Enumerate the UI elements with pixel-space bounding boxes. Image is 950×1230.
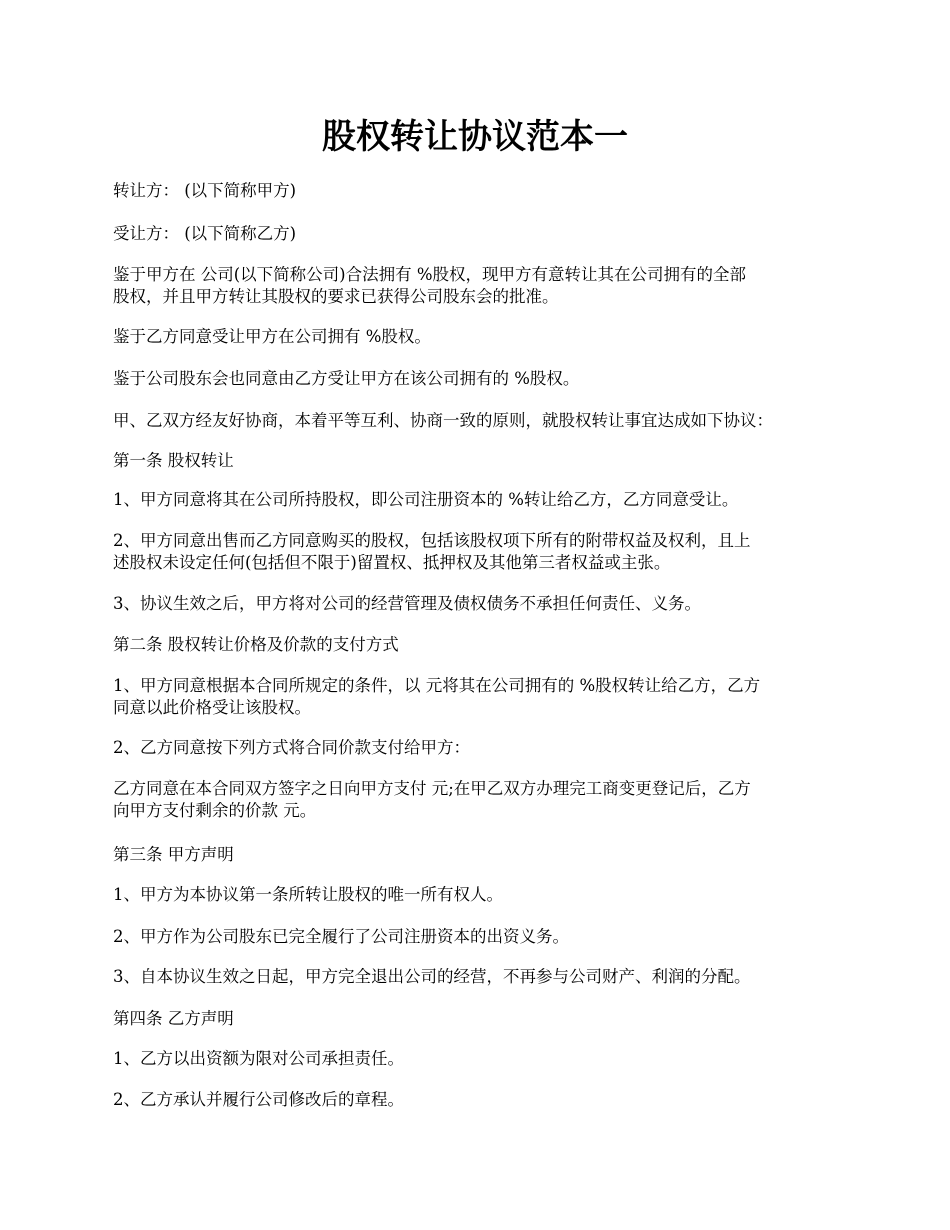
paragraph-line: 1、甲方同意根据本合同所规定的条件，以 元将其在公司拥有的 %股权转让给乙方，乙方	[113, 676, 761, 695]
section-heading-2	[113, 634, 853, 656]
paragraph-recital-2	[113, 326, 853, 348]
paragraph-line: 甲、乙双方经友好协商，本着平等互利、协商一致的原则，就股权转让事宜达成如下协议：	[113, 411, 773, 430]
section-heading-3	[113, 844, 853, 866]
paragraph-line: 2、甲方作为公司股东已完全履行了公司注册资本的出资义务。	[113, 927, 569, 946]
clause-2-2	[113, 737, 853, 759]
paragraph-line: 1、甲方为本协议第一条所转让股权的唯一所有权人。	[113, 885, 503, 904]
paragraph-recital-3	[113, 368, 853, 390]
clause-4-2	[113, 1089, 853, 1111]
clause-1-1	[113, 489, 853, 511]
paragraph-line: 股权，并且甲方转让其股权的要求已获得公司股东会的批准。	[113, 287, 559, 306]
paragraph-line: 2、乙方同意按下列方式将合同价款支付给甲方：	[113, 738, 470, 757]
paragraph-line: 1、乙方以出资额为限对公司承担责任。	[113, 1049, 404, 1068]
paragraph-line: 鉴于公司股东会也同意由乙方受让甲方在该公司拥有的 %股权。	[113, 369, 580, 388]
paragraph-line: 1、甲方同意将其在公司所持股权，即公司注册资本的 %转让给乙方，乙方同意受让。	[113, 490, 739, 509]
paragraph-line: 向甲方支付剩余的价款 元。	[113, 801, 317, 820]
paragraph-line: 乙方同意在本合同双方签字之日向甲方支付 元;在甲乙双方办理完工商变更登记后，乙方	[113, 779, 751, 798]
clause-3-1	[113, 884, 853, 906]
clause-2-1	[113, 675, 853, 719]
clause-1-2	[113, 530, 853, 574]
paragraph-transferee	[113, 223, 853, 245]
paragraph-line: 3、协议生效之后，甲方将对公司的经营管理及债权债务不承担任何责任、义务。	[113, 594, 701, 613]
clause-3-2	[113, 926, 853, 948]
paragraph-line: 受让方： (以下简称乙方)	[113, 224, 297, 243]
paragraph-line: 2、乙方承认并履行公司修改后的章程。	[113, 1090, 404, 1109]
paragraph-transferor	[113, 180, 853, 202]
paragraph-line: 述股权未设定任何(包括但不限于)留置权、抵押权及其他第三者权益或主张。	[113, 553, 671, 572]
paragraph-recital-1	[113, 264, 853, 308]
paragraph-line: 鉴于乙方同意受让甲方在公司拥有 %股权。	[113, 327, 431, 346]
paragraph-preamble	[113, 410, 853, 432]
clause-2-payment	[113, 778, 853, 822]
document-title: 股权转让协议范本一	[322, 117, 628, 157]
paragraph-line: 3、自本协议生效之日起，甲方完全退出公司的经营，不再参与公司财产、利润的分配。	[113, 967, 751, 986]
clause-4-1	[113, 1048, 853, 1070]
paragraph-line: 同意以此价格受让该股权。	[113, 698, 311, 717]
paragraph-line: 第一条 股权转让	[113, 451, 234, 470]
paragraph-line: 转让方： (以下简称甲方)	[113, 181, 297, 200]
paragraph-line: 第四条 乙方声明	[113, 1009, 234, 1028]
paragraph-line: 第二条 股权转让价格及价款的支付方式	[113, 635, 399, 654]
paragraph-line: 2、甲方同意出售而乙方同意购买的股权，包括该股权项下所有的附带权益及权利，且上	[113, 531, 751, 550]
clause-3-3	[113, 966, 853, 988]
section-heading-4	[113, 1008, 853, 1030]
section-heading-1	[113, 450, 853, 472]
paragraph-line: 鉴于甲方在 公司(以下简称公司)合法拥有 %股权，现甲方有意转让其在公司拥有的全部	[113, 265, 747, 284]
paragraph-line: 第三条 甲方声明	[113, 845, 234, 864]
clause-1-3	[113, 593, 853, 615]
